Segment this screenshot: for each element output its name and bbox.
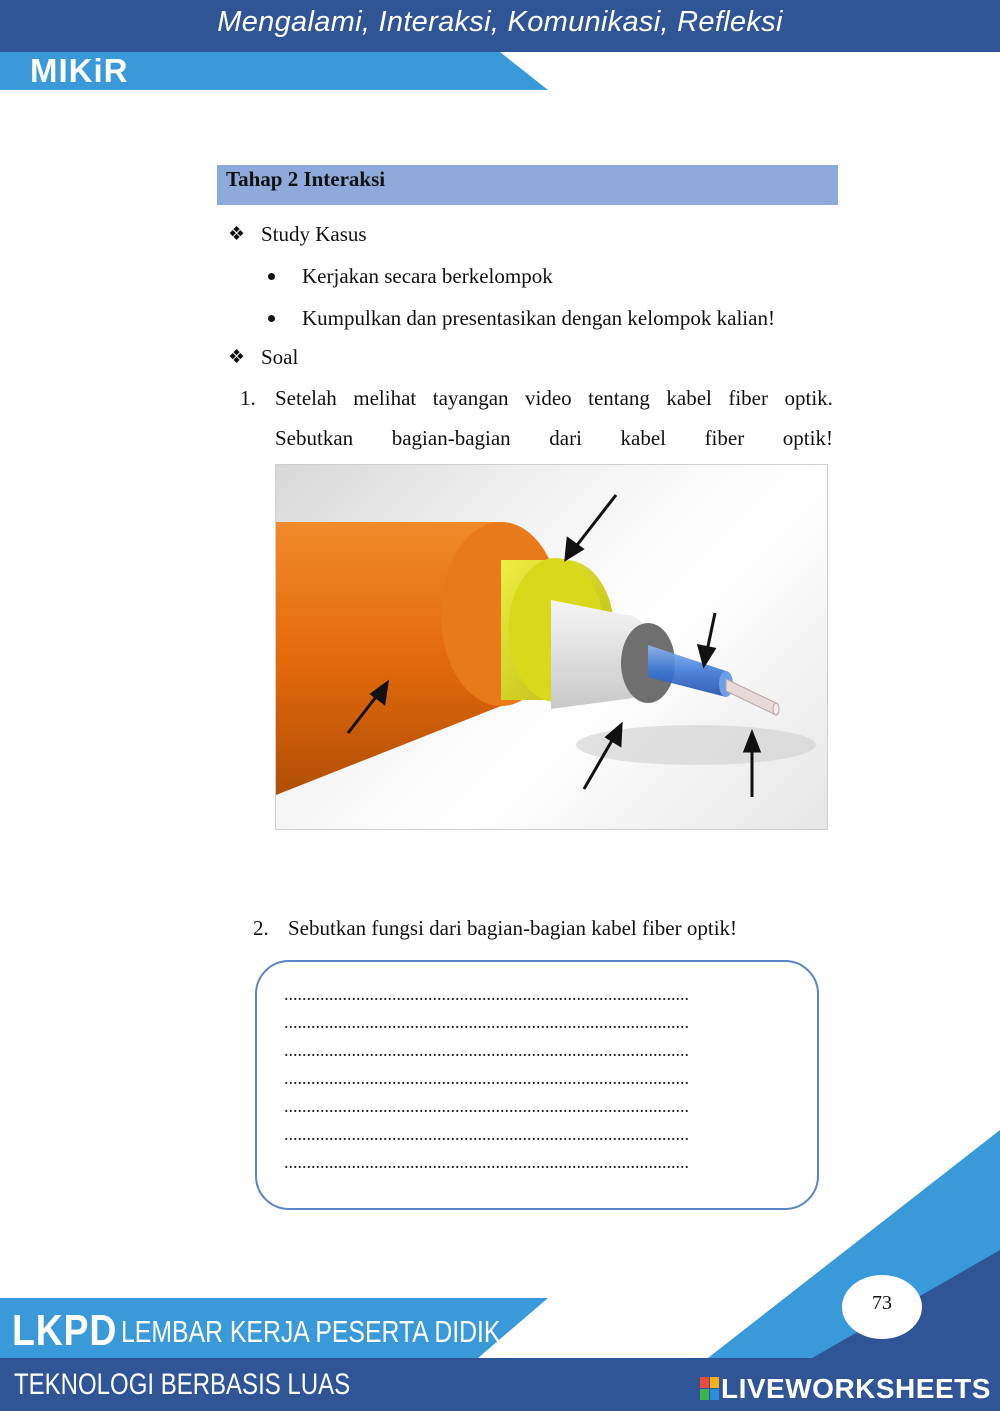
q1-word: video: [525, 386, 572, 410]
footer-lkpd-subtitle: LEMBAR KERJA PESERTA DIDIK: [121, 1314, 501, 1349]
study-case-bullet-1: Kerjakan secara berkelompok: [302, 264, 553, 288]
liveworksheets-logo-icon: [700, 1377, 720, 1401]
q1-word: tayangan: [432, 386, 509, 410]
answer-line[interactable]: ..........................................................................................: [284, 1012, 689, 1032]
section-heading-bar: [217, 165, 838, 205]
study-case-bullet-2: Kumpulkan dan presentasikan dengan kelompok kalian!: [302, 306, 775, 330]
q1-word: fiber: [704, 426, 745, 450]
diamond-bullet-icon: ❖: [228, 224, 246, 245]
footer-subject: TEKNOLOGI BERBASIS LUAS: [14, 1368, 351, 1401]
question-1-line-1: [275, 386, 833, 411]
question-2-number: 2.: [253, 916, 269, 940]
question-2-text: Sebutkan fungsi dari bagian-bagian kabel fiber optik!: [288, 916, 738, 940]
diamond-bullet-icon: ❖: [228, 347, 246, 368]
q1-word: fiber: [728, 386, 769, 410]
header-title: Mengalami, Interaksi, Komunikasi, Refleksi: [217, 6, 783, 38]
answer-line[interactable]: ..........................................................................................: [284, 1152, 689, 1172]
answer-line[interactable]: ..........................................................................................: [284, 1040, 689, 1060]
brand-mikir: MIKiR: [30, 52, 129, 89]
q1-word: kabel: [666, 386, 712, 410]
bullet-dot-icon: [268, 315, 275, 322]
q1-word: Sebutkan: [275, 426, 354, 450]
answer-line[interactable]: ..........................................................................................: [284, 1096, 689, 1116]
page-number-badge: [842, 1275, 922, 1339]
section-title: Tahap 2 Interaksi: [226, 167, 386, 191]
page-number: 73: [872, 1292, 892, 1314]
question-1-line-2: [275, 426, 833, 451]
questions-label: Soal: [261, 345, 299, 369]
q1-word: optik.: [784, 386, 833, 410]
bullet-dot-icon: [268, 273, 275, 280]
fiber-optic-cable-image: [275, 464, 828, 830]
answer-line[interactable]: ..........................................................................................: [284, 1124, 689, 1144]
answer-line[interactable]: ..........................................................................................: [284, 1068, 689, 1088]
liveworksheets-watermark: LIVEWORKSHEETS: [721, 1373, 991, 1404]
study-case-label: Study Kasus: [261, 222, 367, 246]
q1-word: Setelah: [275, 386, 337, 410]
answer-box[interactable]: [255, 960, 819, 1210]
fiber-optic-cable-illustration: [276, 465, 827, 829]
answer-line[interactable]: ..........................................................................................: [284, 984, 689, 1004]
q1-word: dari: [549, 426, 582, 450]
q1-word: optik!: [782, 426, 833, 450]
question-1-number: 1.: [240, 386, 256, 410]
q1-word: kabel: [620, 426, 666, 450]
q1-word: tentang: [588, 386, 650, 410]
q1-word: melihat: [353, 386, 417, 410]
footer-lkpd: LKPD: [12, 1306, 118, 1355]
fiber-glass: [726, 679, 776, 715]
q1-word: bagian-bagian: [391, 426, 511, 450]
